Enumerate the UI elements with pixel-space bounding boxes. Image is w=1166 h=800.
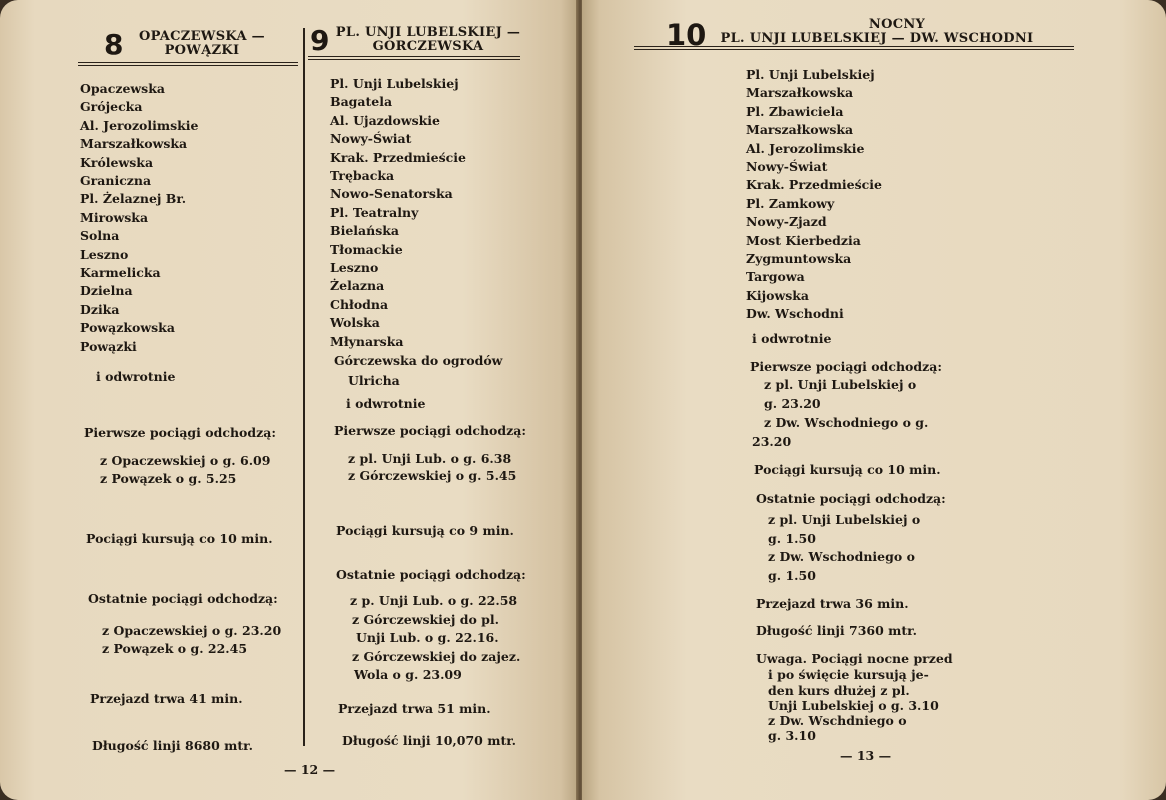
line9-frequency: Pociągi kursują co 9 min. [336, 523, 514, 538]
line9-first-2: z Górczewskiej o g. 5.45 [348, 468, 517, 483]
stop-item: Targowa [746, 269, 805, 285]
stop-item: Nowy-Świat [746, 159, 828, 175]
line9-stop-last-1: Górczewska do ogrodów [334, 353, 503, 368]
line9-header-rule [308, 56, 520, 60]
stop-item: Al. Ujazdowskie [330, 112, 441, 128]
line8-title-line1: OPACZEWSKA — [139, 29, 265, 44]
stop-item: Krak. Przedmieście [746, 177, 882, 193]
stop-item: Marszałkowska [746, 122, 854, 138]
stop-item: Marszałkowska [80, 136, 188, 152]
line9-title [333, 26, 523, 54]
line8-duration: Przejazd trwa 41 min. [90, 691, 243, 706]
line10-last-2: g. 1.50 [768, 531, 816, 546]
stop-item: Nowy-Świat [330, 131, 412, 147]
line10-title [712, 18, 1042, 46]
stop-item: Zygmuntowska [746, 251, 852, 267]
column-divider [303, 28, 305, 746]
stop-item: Trębacka [330, 168, 395, 184]
stop-item: Graniczna [80, 173, 152, 189]
line8-title-line2: POWĄZKI [164, 43, 240, 58]
stop-item: Pl. Zbawiciela [746, 103, 844, 119]
line8-return: i odwrotnie [96, 369, 176, 384]
line8-first-2: z Powązek o g. 5.25 [100, 471, 237, 486]
line9-title-line1: PL. UNJI LUBELSKIEJ — [335, 25, 521, 40]
line9-first-1: z pl. Unji Lub. o g. 6.38 [348, 451, 512, 466]
stop-item: Powązki [80, 338, 137, 354]
stop-item: Leszno [80, 246, 129, 262]
stop-item: Dw. Wschodni [746, 306, 844, 322]
line8-first-1: z Opaczewskiej o g. 6.09 [100, 453, 271, 468]
line10-last-heading: Ostatnie pociągi odchodzą: [756, 491, 946, 506]
line10-note-2: i po święcie kursują je- [768, 667, 929, 682]
line10-first-3: z Dw. Wschodniego o g. [764, 415, 929, 430]
line10-header-rule [634, 46, 1074, 50]
stop-item: Al. Jerozolimskie [80, 117, 199, 133]
line9-stop-list [330, 75, 466, 351]
line9-stop-last-2: Ulricha [348, 373, 400, 388]
line10-note-5: z Dw. Wschdniego o [768, 713, 907, 728]
line9-number: 9 [310, 24, 330, 57]
line9-last-4: z Górczewskiej do zajez. [352, 649, 521, 664]
stop-item: Solna [80, 228, 120, 244]
stop-item: Nowy-Zjazd [746, 214, 827, 230]
stop-item: Pl. Unji Lubelskiej [746, 67, 875, 82]
line9-last-3: Unji Lub. o g. 22.16. [356, 630, 499, 645]
stop-item: Pl. Żelaznej Br. [80, 191, 187, 207]
line9-length: Długość linji 10,070 mtr. [342, 733, 517, 748]
line10-duration: Przejazd trwa 36 min. [756, 596, 909, 611]
line9-return: i odwrotnie [346, 396, 426, 411]
line9-last-heading: Ostatnie pociągi odchodzą: [336, 567, 526, 582]
stop-item: Pl. Zamkowy [746, 195, 835, 211]
line10-note-6: g. 3.10 [768, 728, 816, 743]
line9-last-2: z Górczewskiej do pl. [352, 612, 500, 627]
stop-item: Wolska [330, 315, 380, 331]
line8-last-2: z Powązek o g. 22.45 [102, 641, 248, 656]
line10-return: i odwrotnie [752, 331, 832, 346]
page-number-left: — 12 — [284, 762, 336, 777]
stop-item: Al. Jerozolimskie [746, 140, 865, 156]
stop-item: Nowo-Senatorska [330, 186, 453, 202]
line10-title-line1: NOCNY [868, 17, 926, 32]
stop-item: Powązkowska [80, 320, 175, 336]
stop-item: Most Kierbedzia [746, 232, 861, 248]
line10-last-1: z pl. Unji Lubelskiej o [768, 512, 921, 527]
line10-stop-list [746, 66, 882, 324]
line10-length: Długość linji 7360 mtr. [756, 623, 917, 638]
stop-item: Dzika [80, 301, 120, 317]
line8-length: Długość linji 8680 mtr. [92, 738, 253, 753]
page-number-right: — 13 — [840, 748, 892, 763]
stop-item: Bagatela [330, 94, 393, 110]
stop-item: Kijowska [746, 287, 810, 303]
left-page [0, 0, 578, 800]
stop-item: Opaczewska [80, 81, 165, 96]
line9-last-5: Wola o g. 23.09 [354, 667, 462, 682]
line9-last-1: z p. Unji Lub. o g. 22.58 [350, 593, 518, 608]
line10-note-label: Uwaga. [756, 651, 807, 666]
stop-item: Grójecka [80, 99, 143, 115]
stop-item: Pl. Teatralny [330, 204, 419, 220]
line8-stop-list [80, 80, 199, 356]
line10-first-heading: Pierwsze pociągi odchodzą: [750, 359, 942, 374]
stop-item: Pl. Unji Lubelskiej [330, 76, 459, 91]
line8-first-heading: Pierwsze pociągi odchodzą: [84, 425, 276, 440]
right-page [582, 0, 1166, 800]
line10-frequency: Pociągi kursują co 10 min. [754, 462, 941, 477]
stop-item: Tłomackie [330, 241, 403, 257]
stop-item: Chłodna [330, 296, 389, 312]
line10-first-2: g. 23.20 [764, 396, 821, 411]
line10-note-1 [756, 650, 953, 667]
line10-note-text-1: Pociągi nocne przed [811, 651, 953, 666]
stop-item: Dzielna [80, 283, 133, 299]
line10-first-1: z pl. Unji Lubelskiej o [764, 377, 917, 392]
line9-duration: Przejazd trwa 51 min. [338, 701, 491, 716]
line10-title-line2: PL. UNJI LUBELSKIEJ — DW. WSCHODNI [720, 31, 1034, 46]
line10-last-4: g. 1.50 [768, 568, 816, 583]
line8-header-rule [78, 62, 298, 66]
line10-number: 10 [666, 18, 707, 52]
stop-item: Krak. Przedmieście [330, 149, 466, 165]
line10-note-3: den kurs dłużej z pl. [768, 683, 910, 698]
line10-last-3: z Dw. Wschodniego o [768, 549, 915, 564]
stop-item: Karmelicka [80, 265, 161, 281]
line8-last-1: z Opaczewskiej o g. 23.20 [102, 623, 282, 638]
stop-item: Bielańska [330, 223, 400, 239]
stop-item: Marszałkowska [746, 85, 854, 101]
line8-last-heading: Ostatnie pociągi odchodzą: [88, 591, 278, 606]
stop-item: Młynarska [330, 333, 404, 349]
line10-note-4: Unji Lubelskiej o g. 3.10 [768, 698, 939, 713]
stop-item: Żelazna [330, 278, 385, 294]
line8-frequency: Pociągi kursują co 10 min. [86, 531, 273, 546]
line8-title [132, 30, 272, 58]
stop-item: Królewska [80, 154, 154, 170]
line9-title-line2: GÓRCZEWSKA [372, 39, 484, 54]
line8-number: 8 [104, 28, 124, 61]
line9-first-heading: Pierwsze pociągi odchodzą: [334, 423, 526, 438]
line10-first-4: 23.20 [752, 434, 792, 449]
stop-item: Mirowska [80, 209, 149, 225]
stop-item: Leszno [330, 260, 379, 276]
